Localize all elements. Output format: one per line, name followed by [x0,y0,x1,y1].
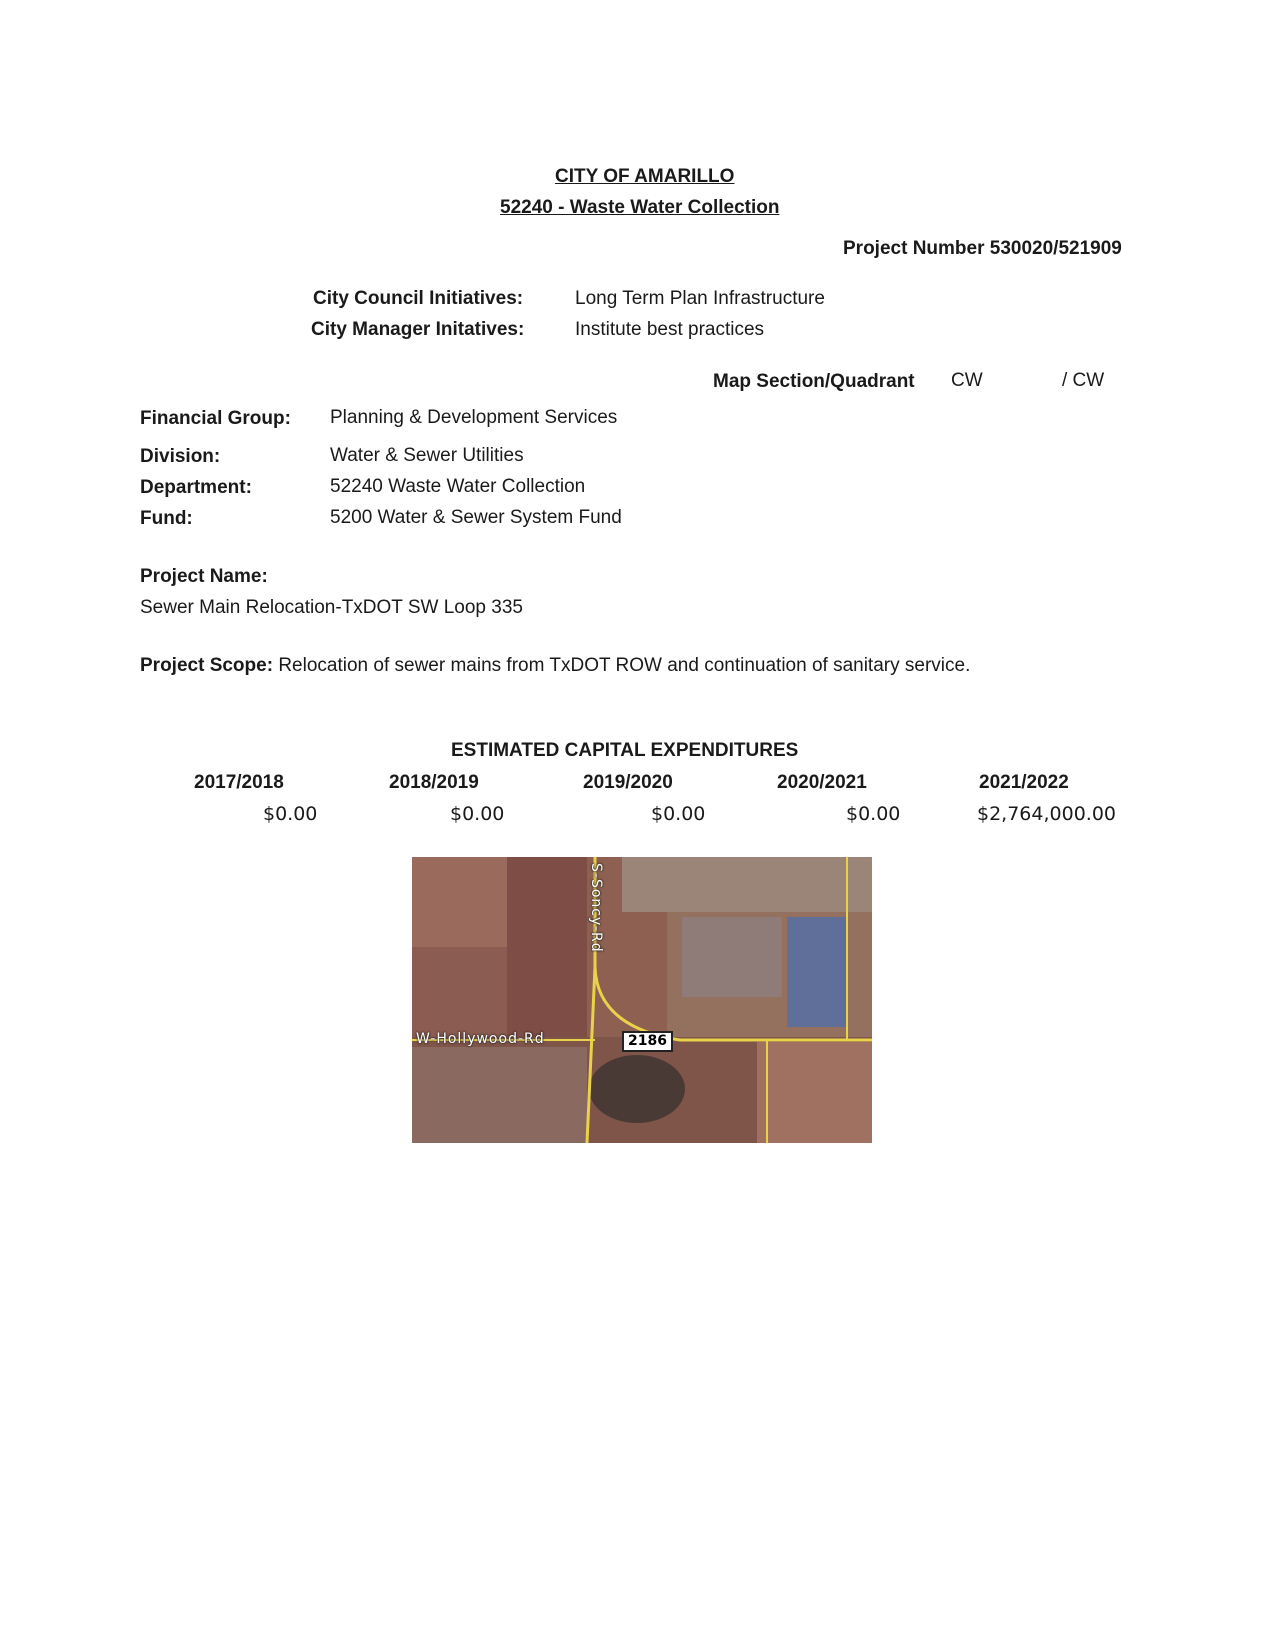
council-initiatives-label: City Council Initiatives: [313,288,524,309]
road-label-hollywood: W-Hollywood-Rd [416,1031,545,1047]
project-scope-label: Project Scope: [140,655,274,676]
manager-initiatives-label: City Manager Initatives: [311,319,525,340]
expenditures-title: ESTIMATED CAPITAL EXPENDITURES [451,740,799,761]
project-number-value: 530020/521909 [989,238,1122,259]
department-value: 52240 Waste Water Collection [330,476,586,497]
project-name-value: Sewer Main Relocation-TxDOT SW Loop 335 [140,597,523,618]
project-number-label: Project Number [843,238,985,259]
department-label: Department: [140,477,252,498]
project-scope [140,655,970,677]
department-title: 52240 - Waste Water Collection [500,197,780,218]
division-value: Water & Sewer Utilities [330,445,524,466]
year-header: 2018/2019 [389,772,479,793]
financial-group-label: Financial Group: [140,408,291,429]
amount-value: $0.00 [846,803,901,825]
amount-value: $0.00 [450,803,505,825]
fund-value: 5200 Water & Sewer System Fund [330,507,622,528]
council-initiatives-value: Long Term Plan Infrastructure [575,288,825,309]
amount-value: $0.00 [651,803,706,825]
aerial-map-graphic [412,857,872,1143]
amount-value: $2,764,000.00 [977,803,1117,825]
map-section-label: Map Section/Quadrant [713,371,915,392]
year-header: 2021/2022 [979,772,1069,793]
fund-label: Fund: [140,508,193,529]
project-scope-value: Relocation of sewer mains from TxDOT ROW and continuation of sanitary service. [278,655,971,676]
highway-shield: 2186 [622,1031,673,1052]
amount-value: $0.00 [263,803,318,825]
city-title: CITY OF AMARILLO [555,166,735,187]
map-section-value: CW [951,370,983,391]
year-header: 2020/2021 [777,772,867,793]
aerial-map-image [412,857,872,1143]
year-header: 2017/2018 [194,772,284,793]
project-name-label: Project Name: [140,566,268,587]
road-label-soncy: S-Soncy-Rd [588,863,604,953]
project-number [843,238,1122,260]
financial-group-value: Planning & Development Services [330,407,618,428]
manager-initiatives-value: Institute best practices [575,319,765,340]
year-header: 2019/2020 [583,772,673,793]
division-label: Division: [140,446,221,467]
map-quadrant-value: / CW [1062,370,1105,391]
